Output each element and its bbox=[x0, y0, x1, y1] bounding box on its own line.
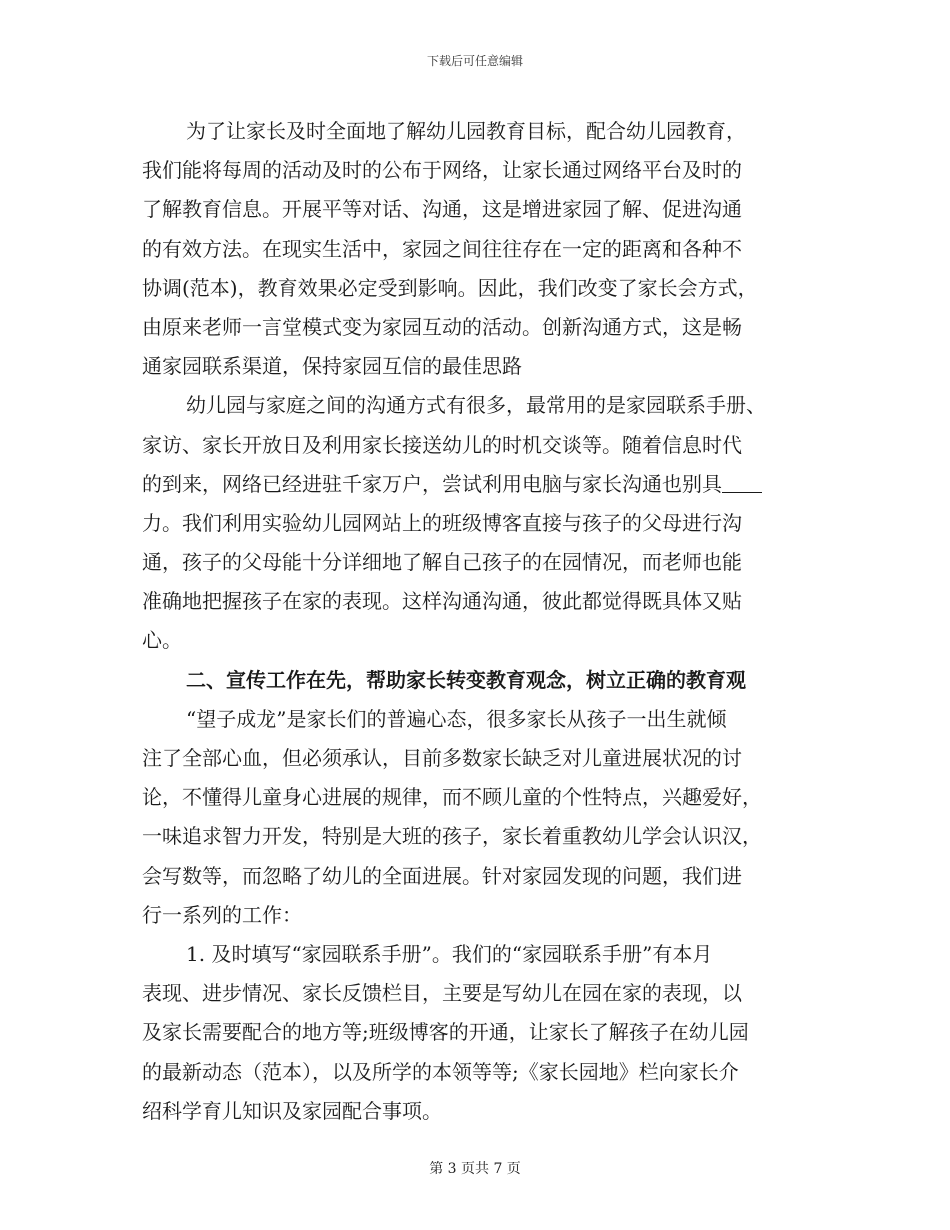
paragraph-line: 准确地把握孩子在家的表现。这样沟通沟通，彼此都觉得既具体又贴 bbox=[142, 589, 742, 614]
paragraph-line: 力。我们利用实验幼儿园网站上的班级博客直接与孩子的父母进行沟 bbox=[142, 510, 742, 535]
paragraph-line: 了解教育信息。开展平等对话、沟通，这是增进家园了解、促进沟通 bbox=[142, 197, 742, 222]
paragraph-line: 论，不懂得儿童身心进展的规律，而不顾儿童的个性特点，兴趣爱好， bbox=[142, 785, 762, 810]
paragraph-line: 协调(范本)，教育效果必定受到影响。因此，我们改变了家长会方式， bbox=[142, 275, 758, 300]
paragraph-line: 及家长需要配合的地方等;班级博客的开通，让家长了解孩子在幼儿园 bbox=[142, 1020, 749, 1045]
paragraph-line: 通，孩子的父母能十分详细地了解自己孩子的在园情况，而老师也能 bbox=[142, 550, 742, 575]
paragraph-line: 绍科学育儿知识及家园配合事项。 bbox=[142, 1098, 442, 1123]
paragraph-line: 注了全部心血，但必须承认，目前多数家长缺乏对儿童进展状况的讨 bbox=[142, 746, 742, 770]
paragraph-line: 心。 bbox=[142, 628, 182, 653]
paragraph-line: 的有效方法。在现实生活中，家园之间往往存在一定的距离和各种不 bbox=[142, 236, 742, 261]
paragraph-line: 通家园联系渠道，保持家园互信的最佳思路 bbox=[142, 354, 522, 379]
paragraph-line: 我们能将每周的活动及时的公布于网络，让家长通过网络平台及时的 bbox=[142, 158, 742, 183]
paragraph-line: 家访、家长开放日及利用家长接送幼儿的时机交谈等。随着信息时代 bbox=[142, 432, 742, 457]
fill-in-blank bbox=[722, 472, 762, 493]
section-heading: 二、宣传工作在先，帮助家长转变教育观念，树立正确的教育观 bbox=[186, 667, 746, 692]
document-body bbox=[142, 112, 808, 1131]
paragraph-line: 1. 及时填写“家园联系手册”。我们的“家园联系手册”有本月 bbox=[186, 941, 713, 966]
paragraph-line: 行一系列的工作： bbox=[142, 902, 302, 927]
paragraph-line: 由原来老师一言堂模式变为家园互动的活动。创新沟通方式，这是畅 bbox=[142, 314, 742, 339]
paragraph-line-with-blank bbox=[142, 465, 808, 504]
paragraph-line: 表现、进步情况、家长反馈栏目，主要是写幼儿在园在家的表现，以 bbox=[142, 981, 742, 1006]
page-header-note: 下载后可任意编辑 bbox=[426, 54, 523, 68]
paragraph-line: 一味追求智力开发，特别是大班的孩子，家长着重教幼儿学会认识汉， bbox=[142, 824, 762, 849]
paragraph-line: 会写数等，而忽略了幼儿的全面进展。针对家园发现的问题，我们进 bbox=[142, 863, 742, 888]
paragraph-line: 为了让家长及时全面地了解幼儿园教育目标，配合幼儿园教育， bbox=[186, 119, 746, 143]
paragraph-text: 的到来，网络已经进驻千家万户，尝试利用电脑与家长沟通也别具 bbox=[142, 471, 722, 496]
paragraph-line: “望子成龙”是家长们的普遍心态，很多家长从孩子一出生就倾 bbox=[186, 706, 727, 731]
paragraph-line: 的最新动态（范本），以及所学的本领等等;《家长园地》栏向家长介 bbox=[142, 1059, 739, 1084]
page-number: 第 3 页共 7 页 bbox=[429, 1161, 521, 1177]
paragraph-line: 幼儿园与家庭之间的沟通方式有很多，最常用的是家园联系手册、 bbox=[186, 393, 766, 418]
